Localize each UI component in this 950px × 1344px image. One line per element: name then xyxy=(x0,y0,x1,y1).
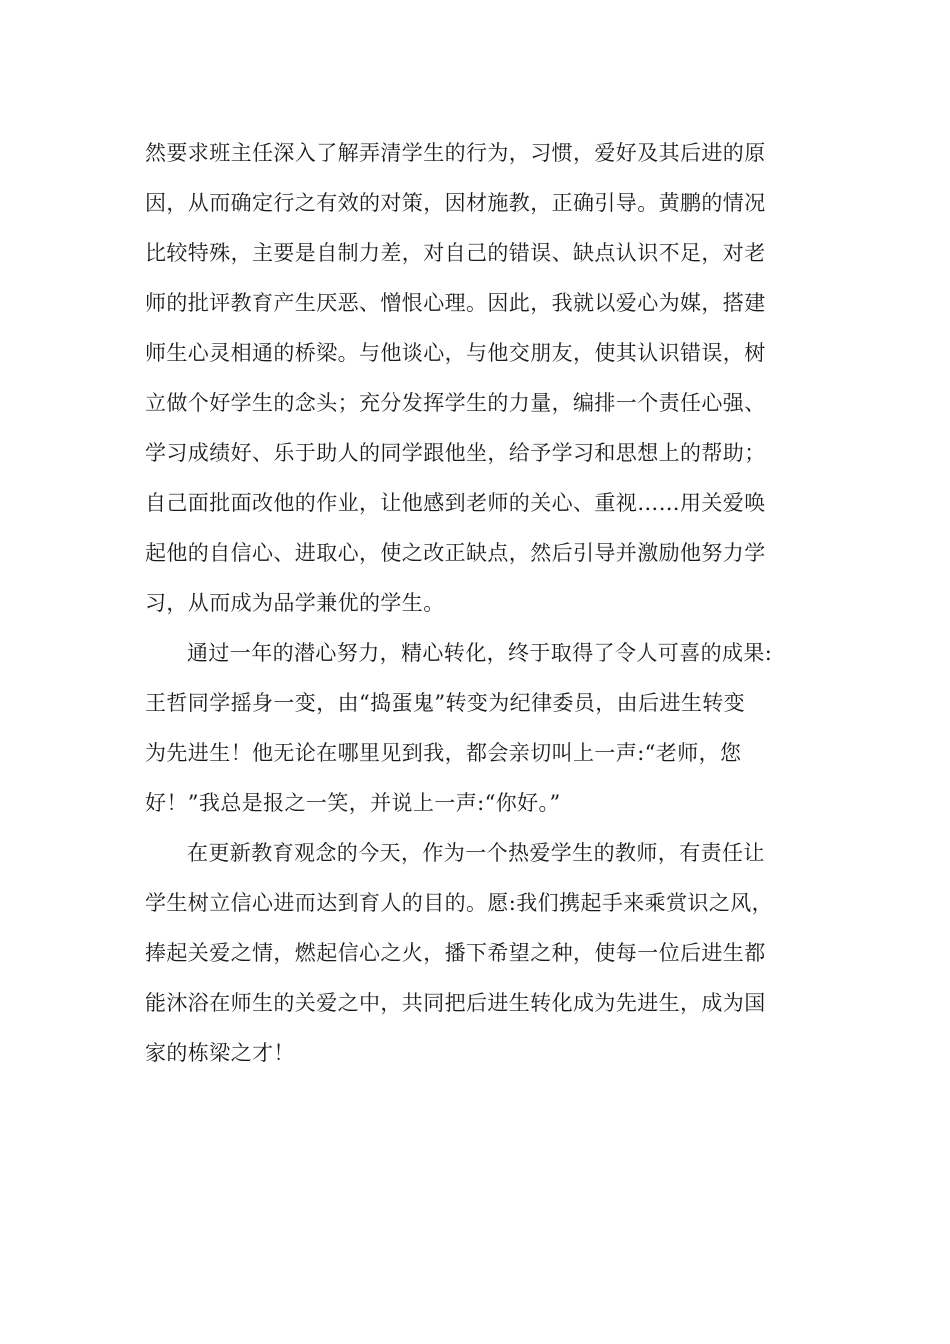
text-line: 师生心灵相通的桥梁。与他谈心，与他交朋友，使其认识错误，树 xyxy=(145,341,766,365)
text-line: 起他的自信心、进取心，使之改正缺点，然后引导并激励他努力学 xyxy=(145,541,766,565)
text-line: 自己面批面改他的作业，让他感到老师的关心、重视……用关爱唤 xyxy=(145,491,766,515)
text-line: 在更新教育观念的今天，作为一个热爱学生的教师，有责任让 xyxy=(187,841,765,865)
text-line: 习，从而成为品学兼优的学生。 xyxy=(145,591,445,615)
text-line: 能沐浴在师生的关爱之中，共同把后进生转化成为先进生，成为国 xyxy=(145,991,766,1015)
text-line: 立做个好学生的念头；充分发挥学生的力量，编排一个责任心强、 xyxy=(145,391,766,415)
text-line: 家的栋梁之才！ xyxy=(145,1041,295,1065)
paragraph xyxy=(145,128,810,628)
text-line: 为先进生！他无论在哪里见到我，都会亲切叫上一声:“老师，您 xyxy=(145,741,742,765)
text-line: 王哲同学摇身一变，由“捣蛋鬼”转变为纪律委员，由后进生转变 xyxy=(145,691,746,715)
text-line: 然要求班主任深入了解弄清学生的行为，习惯，爱好及其后进的原 xyxy=(145,141,766,165)
text-line: 好！”我总是报之一笑，并说上一声:“你好。” xyxy=(145,791,561,815)
text-line: 学习成绩好、乐于助人的同学跟他坐，给予学习和思想上的帮助； xyxy=(145,441,766,465)
paragraph xyxy=(145,628,810,828)
text-line: 学生树立信心进而达到育人的目的。愿:我们携起手来乘赏识之风， xyxy=(145,891,774,915)
document-body xyxy=(145,128,810,1078)
text-line: 因，从而确定行之有效的对策，因材施教，正确引导。黄鹏的情况 xyxy=(145,191,766,215)
text-line: 比较特殊，主要是自制力差，对自己的错误、缺点认识不足，对老 xyxy=(145,241,766,265)
text-line: 师的批评教育产生厌恶、憎恨心理。因此，我就以爱心为媒，搭建 xyxy=(145,291,766,315)
text-line: 捧起关爱之情，燃起信心之火，播下希望之种，使每一位后进生都 xyxy=(145,941,766,965)
text-line: 通过一年的潜心努力，精心转化，终于取得了令人可喜的成果: xyxy=(187,641,773,665)
paragraph xyxy=(145,828,810,1078)
